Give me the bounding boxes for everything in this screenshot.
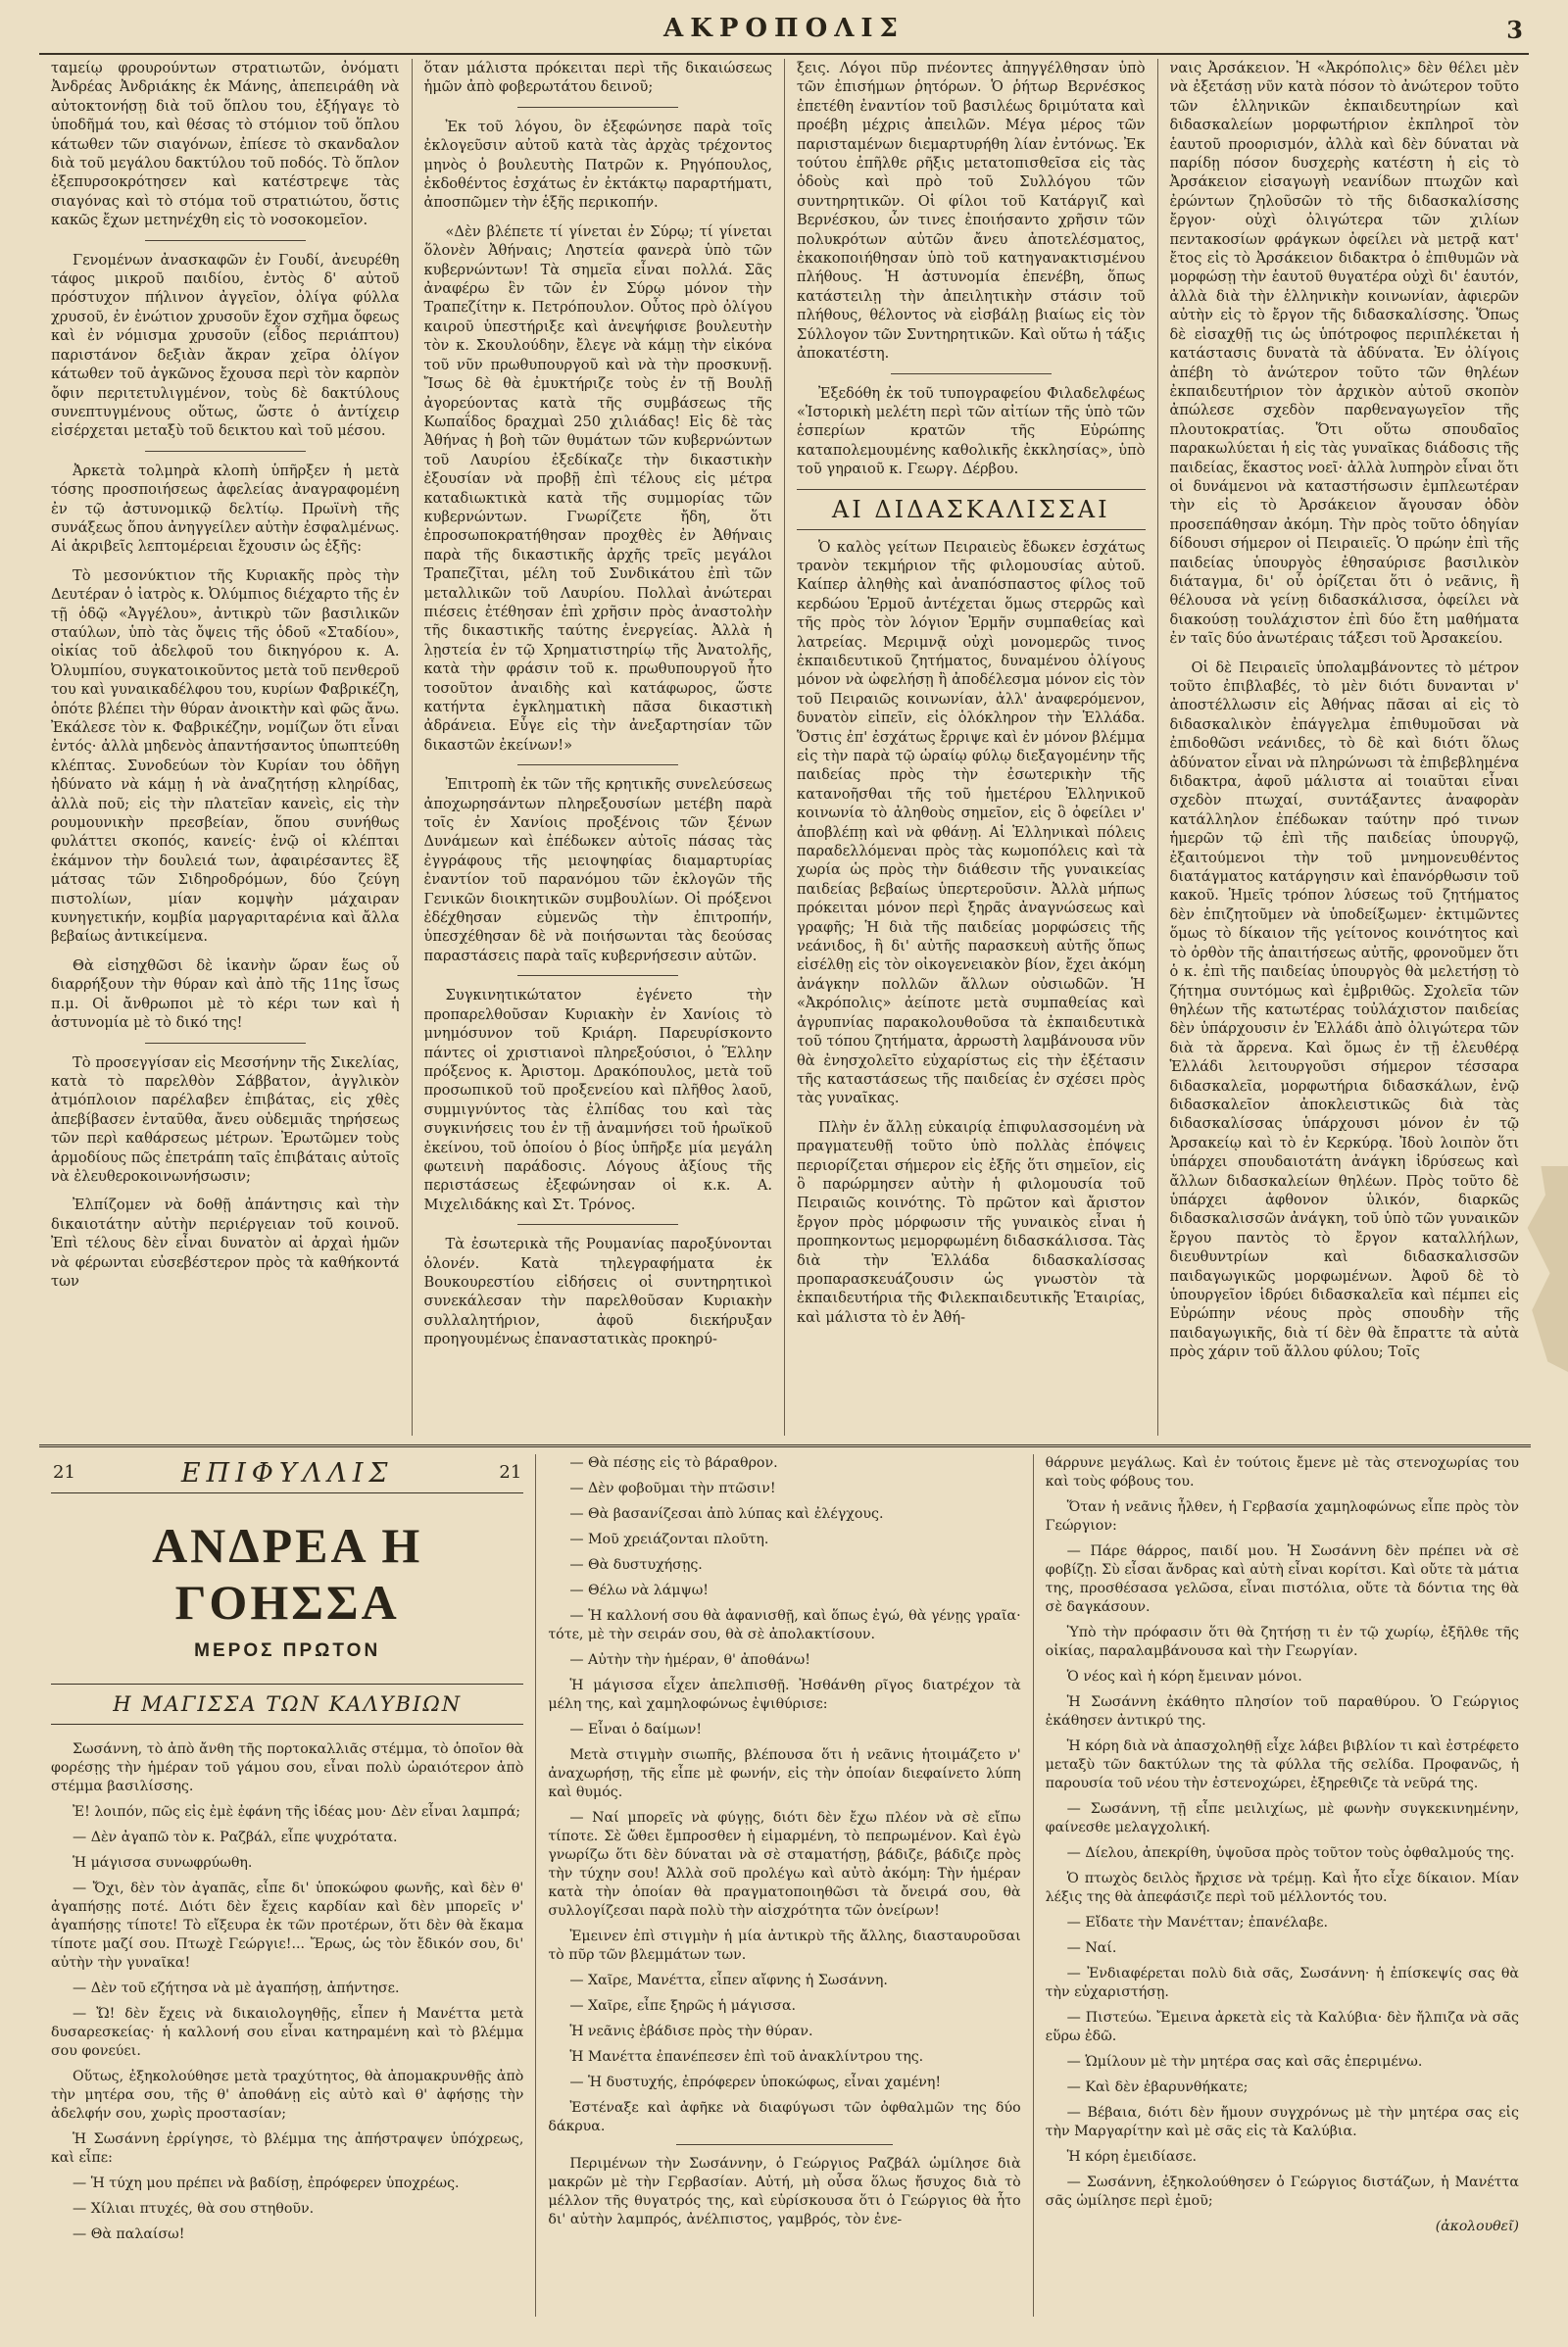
serial-paragraph: — Χίλιαι πτυχές, θὰ σου στηθοῦν. bbox=[73, 2201, 315, 2217]
serial-paragraph: Ἡ νεᾶνις ἐβάδισε πρὸς τὴν θύραν. bbox=[569, 2024, 813, 2039]
serial-paragraph: Ὑπὸ τὴν πρόφασιν ὅτι θὰ ζητήσῃ τι ἐν τῷ χωρίῳ, ἐξῆλθε τῆς οἰκίας, παραλαμβάνουσα καὶ τὴν Γεωργίαν. bbox=[1045, 1625, 1519, 1659]
chapter-title: Η ΜΑΓΙΣΣΑ ΤΩΝ ΚΑΛΥΒΙΩΝ bbox=[51, 1684, 523, 1725]
news-paragraph: Ἐξεδόθη ἐκ τοῦ τυπογραφείου Φιλαδελφέως «Ἱστορικὴ μελέτη περὶ τῶν αἰτίων τῆς ὑπὸ τῶν ἑσπερίων κρατῶν τῆς Εὐρώπης καταπολεμουμένης καθολικῆς ἐκκλησίας», ὑπὸ τοῦ γηραιοῦ κ. Γεωργ. Δέρβου. bbox=[797, 384, 1146, 478]
novel-title: ΑΝΔΡΕΑ Η ΓΟΗΣΣΑ bbox=[152, 1518, 423, 1630]
serial-column-3 bbox=[1034, 1454, 1531, 2317]
running-head bbox=[39, 10, 1529, 55]
item-separator bbox=[891, 373, 1052, 374]
serial-paragraph: — Ὄχι, δὲν τὸν ἀγαπᾶς, εἶπε δι' ὑποκώφου φωνῆς, καὶ δὲν θ' ἀγαπήσῃς ποτέ. Διότι δὲν ἔχεις καρδίαν καὶ δὲν μπορεῖς ν' ἀγαπήσῃς τίποτε! Τὸ εἴξευρα ἐκ τῶν προτέρων, ὅτι δὲν θὰ ἔκαμα τίποτε μαζί σου. Πτωχὲ Γεώργιε!... Ἔρως, ὡς τὸν ἔδικόν σου, δι' αὐτὴν τὴν γυναῖκα! bbox=[51, 1881, 524, 1971]
serial-paragraph: — Θὰ βασανίζεσαι ἀπὸ λύπας καὶ ἐλέγχους. bbox=[569, 1506, 884, 1522]
serial-paragraph: Σωσάννη, τὸ ἀπὸ ἄνθη τῆς πορτοκαλλιᾶς στέμμα, τὸ ὁποῖον θὰ φορέσῃς τὴν ἡμέραν τοῦ γάμου σου, εἶναι πολὺ ὡραιότερον ἀπὸ στέμμα βασιλίσσης. bbox=[51, 1741, 524, 1794]
news-column-4 bbox=[1158, 59, 1532, 1436]
serial-paragraph: — Αὐτὴν τὴν ἡμέραν, θ' ἀποθάνω! bbox=[569, 1652, 810, 1668]
to-be-continued: (ἀκολουθεῖ) bbox=[1435, 2219, 1519, 2234]
item-separator bbox=[145, 1043, 306, 1044]
serial-paragraph: — Εἴδατε τὴν Μανέτταν; ἐπανέλαβε. bbox=[1066, 1915, 1328, 1931]
news-paragraph: Τὰ ἐσωτερικὰ τῆς Ρουμανίας παροξύνονται ὁλονέν. Κατὰ τηλεγραφήματα ἐκ Βουκουρεστίου εἰδήσεις οἱ συντηρητικοὶ συνεκάλεσαν τὴν παρελθοῦσαν Κυριακὴν συλλαλητήριον, ἀφοῦ διεκήρυξαν προηγουμένως ἐπαναστατικὰς προκηρύ- bbox=[423, 1236, 772, 1348]
serial-paragraph: Ἡ Σωσάννη ἐκάθητο πλησίον τοῦ παραθύρου. Ὁ Γεώργιος ἐκάθησεν ἀντικρύ της. bbox=[1045, 1694, 1519, 1729]
serial-paragraph: Ἡ Μανέττα ἐπανέπεσεν ἐπὶ τοῦ ἀνακλίντρου της. bbox=[569, 2049, 924, 2065]
serial-paragraph: Ὁ πτωχὸς δειλὸς ἤρχισε νὰ τρέμῃ. Καὶ ἦτο εἶχε δίκαιον. Μίαν λέξις της θὰ ἀπεφάσιζε περὶ τοῦ μέλλοντός του. bbox=[1045, 1871, 1519, 1905]
serial-paragraph: — Θὰ παλαίσω! bbox=[73, 2226, 185, 2242]
serial-label: ΕΠΙΦΥΛΛΙΣ bbox=[51, 1458, 523, 1493]
news-paragraph: Τὸ μεσονύκτιον τῆς Κυριακῆς πρὸς τὴν Δευτέραν ὁ ἰατρὸς κ. Ὀλύμπιος διέχαρτο τῆς ἐν τῇ ὁδῷ «Ἀγγέλου», ἀντικρὺ τῶν βασιλικῶν σταύλων, ὑπὸ τὰς ὄψεις τῆς ὁδοῦ «Σταδίου», οἰκίας τοῦ ἀδελφοῦ του δικηγόρου κ. Α. Ὀλυμπίου, συγκατοικοῦντος μετὰ τοῦ πενθεροῦ του καὶ γυναικαδέλφου του, κυρίων Φαβρικέζη, ὁπότε βλέπει τὴν θύραν ἀνοικτὴν καὶ φῶς ἄνω. Ἐκάλεσε τὸν κ. Φαβρικέζην, νομίζων ὅτι εἶναι ἐντός· ἀλλὰ μηδενὸς ἀπαντήσαντος ὑπωπτεύθη κλέπτας. Συνοδεύων τὸν Κυρίαν του ὁδῆγη ἠδύνατο νὰ κάμῃ ἡ νὰ ἀναζητήσῃ κληρίδας, ἀλλὰ ποῦ; εἰς τὴν πλατεῖαν κανεὶς, εἰς τὴν ρουμουνικὴν πρεσβείαν, ὅπου συνήθως φυλάττει σκοπός, κανείς· ἐνῷ οἱ κλέπται ἐκάμνον τὴν δουλειά των, ἀφαιρέσαντες ἓξ μάτσας τῶν Σιδηροδρόμων, δύο ζεύγη πιστολίων, μίαν κομψὴν μάχαιραν κυνηγετικήν, κομβία μαργαριταρένια καὶ ἄλλα βεβαίως ἀντικείμενα. bbox=[51, 566, 400, 946]
item-separator bbox=[145, 451, 306, 452]
serial-paragraph: — Ναί. bbox=[1066, 1940, 1117, 1956]
news-paragraph: Ἀρκετὰ τολμηρὰ κλοπὴ ὑπῆρξεν ἡ μετὰ τόσης προσποιήσεως ἀφελείας ἀναγραφομένη ἐν τῷ ἀστυνομικῷ δελτίῳ. Πρωϊνὴ τῆς συνάξεως ὅπου ἀνηγγείλεν αὐτὴν ἐσφαλμένως. Αἱ ἀκριβεῖς λεπτομέρειαι ἔχουσιν ὡς ἑξῆς: bbox=[51, 462, 400, 556]
serial-divider bbox=[39, 1444, 1531, 1447]
paper-name: ΑΚΡΟΠΟΛΙΣ bbox=[663, 14, 905, 43]
serial-column-1 bbox=[39, 1454, 536, 2317]
news-paragraph: Ἐπιτροπὴ ἐκ τῶν τῆς κρητικῆς συνελεύσεως ἀποχωρησάντων πληρεξουσίων μετέβη παρὰ τοῖς ἐν Χανίοις προξένοις τῶν ξένων Δυνάμεων καὶ ἐπέδωκεν αὐτοῖς πάσας τὰς ἐγγράφους τῆς μειοψηφίας διαμαρτυρίας ἐναντίον τοῦ παρανόμου τῶν ἐκλογῶν τῆς Γενικῶν διοικητικῶν συμβουλίων. Οἱ πρόξενοι ἐδέχθησαν εὐμενῶς τὴν ἐπιτροπήν, ὑπεσχέθησαν δὲ νὰ ποιήσωνται τὰς δεούσας παραστάσεις παρὰ ταῖς κυβερνήσεσιν αὐτῶν. bbox=[423, 776, 772, 964]
item-separator bbox=[676, 2144, 894, 2145]
article-paragraph: Οἱ δὲ Πειραιεῖς ὑπολαμβάνοντες τὸ μέτρον τοῦτο ἐπιβλαβές, τὸ μὲν διότι δυνανται ν' ἀποστέλλωσιν εἰς Ἀθήνας πᾶσαι αἱ εἰς τὸ διδασκαλικὸν ἐπάγγελμα ἐπιθυμοῦσαι νὰ ἐπιδοθῶσι νεάνιδες, τὸ δὲ καὶ διότι ὅλως ἀδύνατον εἶναι νὰ πληρώνωσι τὰ ἐπιβεβλημένα διδακτρα, ἀφοῦ μάλιστα αἱ τοιαῦται εἶναι σχεδὸν πτωχαί, συντάξαντες ἀναφορὰν κατάλληλον ἐπέδωκαν ταύτην πρό τινων ἡμερῶν τῷ ἐπὶ τῆς παιδείας ὑπουργῷ, ἐξαιτούμενοι τὴν τοῦ μνημονευθέντος διατάγματος κατάργησιν καὶ ἐπανόρθωσιν τοῦ κακοῦ. Ἡμεῖς τρόπον λύσεως τοῦ ζητήματος δὲν ἐπιζητοῦμεν νὰ ὑποδείξωμεν· ἐκτιμῶντες ὅμως τὸ δίκαιον τῆς γείτονος κοινότητος καὶ τὸ ὀρθὸν τῆς ἀπαιτήσεως αὐτῆς, φρονοῦμεν ὅτι ὁ κ. ἐπὶ τῆς παιδείας ὑπουργὸς θὰ μελετήσῃ τὸ ζήτημα συντόμως καὶ ἐμβριθῶς. Σχολεῖα τῶν θηλέων τῆς κατωτέρας τοὐλάχιστον παιδείας δὲν ὑπάρχουσιν ἐν Ἑλλάδι ἀπὸ ὀλιγώτερα τῶν διὰ τὰ ἄρρενα. Καὶ ὅμως ἐν τῇ ἐλευθέρᾳ Ἑλλάδι λειτουργοῦσι σήμερον τέσσαρα διδασκαλεῖα, μορφωτήρια διδασκάλων, ἐνῷ διδασκαλεῖον ἀποκλειστικῶς διὰ τὰς διδασκαλίσσας ὑπάρχουσι μόνον ἐν τῷ Ἀρσακείῳ καὶ τὸ ἐν Κερκύρᾳ. Ἰδοὺ λοιπὸν ὅτι ὑπάρχει σπουδαιοτάτη ἀνάγκη ἱδρύσεως καὶ ἄλλων διδασκαλείων θηλέων. Πρὸς τοῦτο δὲ ὑπάρχει ἀφθονον ὑλικόν, διαρκῶς διδασκαλισσῶν ἀνάγκη, τοῦ ὑπὸ τῶν γυναικῶν ἔργου παντὸς τὸ ἔργον καταλλήλων, διευθυντρίων καὶ διδασκαλισσῶν παιδαγωγικῶς μορφωμένων. Ἀφοῦ δὲ τὸ ὑπουργεῖον ἱδρύει διδασκαλεῖα καὶ πέμπει εἰς Εὐρώπην νέους πρὸς σπουδὴν τῆς παιδαγωγικῆς, διὰ τί δὲν θὰ ἔπραττε τὰ αὐτὰ πρὸς χάριν τοῦ ἄλλου φύλου; Τοῖς bbox=[1169, 659, 1519, 1361]
item-separator bbox=[517, 1224, 678, 1225]
item-separator bbox=[517, 764, 678, 765]
news-column-1 bbox=[39, 59, 413, 1436]
serial-paragraph: Ἡ Σωσάννη ἐρρίγησε, τὸ βλέμμα της ἀπήστραψεν ὑπόχρεως, καὶ εἶπε: bbox=[51, 2131, 524, 2166]
serial-paragraph: — Θὰ πέσῃς εἰς τὸ βάραθρον. bbox=[569, 1455, 778, 1471]
serial-paragraph: — Ὡμίλουν μὲ τὴν μητέρα σας καὶ σᾶς ἐπεριμένω. bbox=[1066, 2054, 1423, 2070]
serial-paragraph: Περιμένων τὴν Σωσάννην, ὁ Γεώργιος Ραζβάλ ὡμίλησε διὰ μακρῶν μὲ τὴν Γερβασίαν. Αὐτή, μὴ οὖσα ὅλως ἤσυχος διὰ τὸ μέλλον τῆς θυγατρός της, καὶ εὑρίσκουσα ὅτι ὁ Γεώργιος θὰ ἦτο δι' αὐτὴν λαμπρός, ἀνέλπιστος, γαμβρός, τὸν ἐνε- bbox=[548, 2156, 1021, 2227]
serial-paragraph: Ὁ νέος καὶ ἡ κόρη ἔμειναν μόνοι. bbox=[1066, 1669, 1302, 1685]
serial-paragraph: Ἡ κόρη ἐμειδίασε. bbox=[1066, 2149, 1197, 2165]
serial-paragraph: — Θὰ δυστυχήσῃς. bbox=[569, 1557, 703, 1573]
article-paragraph: Ὁ καλὸς γείτων Πειραιεὺς ἔδωκεν ἐσχάτως τρανὸν τεκμήριον τῆς φιλομουσίας αὐτοῦ. Καίπερ ἀληθὴς καὶ ἀναπόσπαστος φίλος τοῦ κερδώου Ἑρμοῦ ἀντέχεται ὅμως στερρῶς καὶ τῆς πρὸς τὸν λόγιον Ἑρμῆν συμπαθείας καὶ λατρείας. Μεριμνᾷ οὐχὶ μονομερῶς τινος ἐκπαιδευτικοῦ ζητήματος, δυναμένου ὀλίγους μόνον νὰ ὠφελήσῃ ἢ ἀποδέλεσμα μόνον εἰς τὸν τοῦ Πειραιῶς κοινωνίαν, ἀλλ' ἀναφερόμενον, δυνατὸν εἰπεῖν, εἰς ὁλόκληρον τὴν Ἑλλάδα. Ὅστις ἐπ' ἐσχάτως ἔρριψε καὶ ἐν μόνον βλέμμα εἰς τὴν παρὰ τῷ ὡραίῳ φύλῳ διεξαγομένην τῆς παιδείας πρὸς τὴν ἐσωτερικὴν τῆς κατανοῆσθαι τῆς τοῦ ἡμετέρου Ἑλληνικοῦ κοινωνία τὸ ἀληθοὺς σημεῖον, εἰς ὃ ὀφείλει ν' ἀποβλέπῃ καὶ νὰ φθάνῃ. Αἱ Ἑλληνικαὶ πόλεις παραδελλόμεναι πρὸς τὰς κωμοπόλεις καὶ τὰ χωρία ὡς πρὸς τὴν διάθεσιν τῆς γυναικείας παιδείας βεβαίως ὑπερτεροῦσιν. Ἀλλὰ μήπως πρόκειται μόνον περὶ ξηρᾶς ἀναγνώσεως καὶ γραφῆς; Ἡ διὰ τῆς παιδείας μορφώσεις τῆς νεάνιδος, ἢ δι' αὐτῆς παρασκευὴ αὐτῆς ὅπως εἰσέλθῃ εἰς τὸν οἰκογενειακὸν βίον, ἔχει ἀκόμη ἀνάγκην πολλῶν ἄλλων οὐσιωδῶν. Ἡ «Ἀκρόπολις» ἀείποτε μετὰ συμπαθείας καὶ ἀγρυπνίας παρακολουθοῦσα τὰ ἐκπαιδευτικὰ τοῦ τόπου ζητήματα, ἀρρωστὴ λαμβάνουσα νῦν θὰ ἐνησχολεῖτο εὐχαρίστως εἰς τὴν ἐξέτασιν τῆς καταστάσεως τῆς παιδείας ἐν σχέσει πρὸς τὰς γυναῖκας. bbox=[797, 538, 1146, 1107]
news-column-2 bbox=[413, 59, 786, 1436]
item-separator bbox=[145, 240, 306, 241]
serial-paragraph: Ἐ! λοιπόν, πῶς εἰς ἐμὲ ἐφάνη τῆς ἰδέας μου· Δὲν εἶναι λαμπρά; bbox=[73, 1804, 521, 1820]
serial-paragraph: Οὕτως, ἐξηκολούθησε μετὰ τραχύτητος, θὰ ἀπομακρυνθῇς ἀπὸ τὴν μητέρα σου, τῆς θ' ἀποθάνῃ εἰς αὐτὸ καὶ θ' ἀφήσῃς τὴν ἀδελφήν σου, χωρὶς προστασίαν; bbox=[51, 2069, 524, 2122]
section-title: ΑΙ ΔΙΔΑΣΚΑΛΙΣΣΑΙ bbox=[797, 489, 1146, 530]
serial-paragraph: — Ἐνδιαφέρεται πολὺ διὰ σᾶς, Σωσάννη· ἡ ἐπίσκεψίς σας θὰ τὴν εὐχαριστήσῃ. bbox=[1045, 1966, 1519, 2000]
serial-paragraph: — Μοῦ χρειάζονται πλοῦτη. bbox=[569, 1532, 769, 1547]
serial-paragraph: — Ὤ! δὲν ἔχεις νὰ δικαιολογηθῇς, εἶπεν ἡ Μανέττα μετὰ δυσαρεσκείας· ἡ καλλονή σου εἶναι κατηραμένη καὶ τὸ βλέμμα σου φονεύει. bbox=[51, 2006, 524, 2059]
serial-paragraph: Μετὰ στιγμὴν σιωπῆς, βλέπουσα ὅτι ἡ νεᾶνις ἡτοιμάζετο ν' ἀναχωρήσῃ, τῆς εἶπε μὲ φωνήν, εἰς τὴν ὁποίαν διεφαίνετο λύπη καὶ θυμός. bbox=[548, 1747, 1021, 1800]
serial-paragraph: Ἡ μάγισσα συνωφρύωθη. bbox=[73, 1855, 253, 1871]
serial-paragraph: Ὅταν ἡ νεᾶνις ἦλθεν, ἡ Γερβασία χαμηλοφώνως εἶπε πρὸς τὸν Γεώργιον: bbox=[1045, 1499, 1519, 1534]
news-paragraph: Ἐκ τοῦ λόγου, ὃν ἐξεφώνησε παρὰ τοῖς ἐκλογεῦσιν αὐτοῦ κατὰ τὰς ἀρχὰς τρέχοντος μηνὸς ὁ βουλευτὴς Πατρῶν κ. Ρηγόπουλος, ἐκδοθέντος ἐσχάτως ἐν ἐκτάκτῳ παραρτήματι, ἀποσπῶμεν τὴν ἑξῆς περικοπήν. bbox=[423, 118, 772, 212]
news-paragraph: ξεις. Λόγοι πῦρ πνέοντες ἀπηγγέλθησαν ὑπὸ τῶν ἐπισήμων ῥητόρων. Ὁ ῥήτωρ Βερνέσκος ἐπετέθη ἐναντίον τοῦ βασιλέως δριμύτατα καὶ προέβη μέχρις ἀπειλῶν. Μέγα μέρος τῶν παρισταμένων διεμαρτυρήθη λίαν ἐντόνως. Ἐκ τούτου ἐπῆλθε ρῆξις μετατοπισθεῖσα εἰς τὰς ὁδοὺς καὶ πρὸ τοῦ Συλλόγου τῶν συντηρητικῶν. Οἱ φίλοι τοῦ Κατάργιζ καὶ Βερνέσκου, ὧν τινες ἐποιήσαντο χρῆσιν τῶν πολυκρότων αὐτῶν ἄνευ ἀποτελέσματος, ἐκακοποιήθησαν ὑπὸ τοῦ κατηγανακτισμένου πλήθους. Ἡ ἀστυνομία ἐπενέβη, ὅπως κατάστειλῃ τὴν ἀπειλητικὴν στάσιν τοῦ πλήθους, θέλοντος νὰ εἰσβάλῃ βιαίως εἰς τὸν Σύλλογον τῶν Συντηρητικῶν. Καὶ οὕτω ἡ τάξις ἀποκατέστη. bbox=[797, 60, 1146, 363]
serial-paragraph: — Βέβαια, διότι δὲν ἤμουν συγχρόνως μὲ τὴν μητέρα σας εἰς τὴν Μαργαρίτην καὶ μὲ σᾶς εἰς τὰ Καλύβια. bbox=[1045, 2105, 1519, 2139]
serial-paragraph: Ἐμεινεν ἐπὶ στιγμὴν ἡ μία ἀντικρὺ τῆς ἄλλης, διασταυροῦσαι τὸ πῦρ τῶν βλεμμάτων των. bbox=[548, 1929, 1021, 1963]
serial-paragraph: θάρρυνε μεγάλως. Καὶ ἐν τούτοις ἔμενε μὲ τὰς στενοχωρίας του καὶ τοὺς φόβους του. bbox=[1045, 1455, 1519, 1490]
serial-section bbox=[39, 1454, 1531, 2317]
news-paragraph: Ἐλπίζομεν νὰ δοθῇ ἀπάντησις καὶ τὴν δικαιοτάτην αὐτὴν περιέργειαν τοῦ κοινοῦ. Ἐπὶ τέλους δὲν εἶναι δυνατὸν αἱ ἀρχαὶ ἡμῶν νὰ φέρωνται εὐσεβέστερον πρὸς τὰ καθήκοντά των bbox=[51, 1197, 400, 1290]
serial-paragraph: — Χαῖρε, Μανέττα, εἶπεν αἴφνης ἡ Σωσάννη. bbox=[569, 1973, 888, 1988]
article-paragraph: Πλὴν ἐν ἄλλῃ εὐκαιρίᾳ ἐπιφυλασσομένη νὰ πραγματευθῇ τοῦτο ὑπὸ πολλὰς ἐπόψεις περιορίζεται σήμερον εἰς ἐξῆς ὅτι σημεῖον, εἰς ὃ παρώρμησεν αὐτὴν ἡ φιλομουσία τοῦ Πειραιῶς κοινότης. Τὸ πρῶτον καὶ ἄριστον ἔργον πρὸς μόρφωσιν τῆς γυναικὸς εἶναι ἡ προπηκοντως μεμορφωμένη διδασκάλισσα. Τὰς διὰ τὴν Ἑλλάδα διδασκαλίσσας προπαρασκευάζουσιν ὡς γνωστὸν τὰ ἐκπαιδευτήρια τῆς Φιλεκπαιδευτικῆς Ἑταιρίας, καὶ μάλιστα τὸ ἐν Ἀθή- bbox=[797, 1118, 1146, 1326]
serial-paragraph: — Σωσάννη, ἐξηκολούθησεν ὁ Γεώργιος διστάζων, ἡ Μανέττα σᾶς ὡμίλησε περὶ ἐμοῦ; bbox=[1045, 2175, 1519, 2209]
news-paragraph: ταμείῳ φρουρούντων στρατιωτῶν, ὀνόματι Ἀνδρέας Ἀνδριάκης ἐκ Μάνης, ἀπεπειράθη νὰ αὐτοκτονήσῃ διὰ τοῦ ὅπλου του, ἐξήγαγε τὸ ὑποδῆμά του, καὶ θέσας τὸ στόμιον τοῦ ὅπλου κάτωθεν τῶν σιαγόνων, ἐπίεσε τὸ σκανδαλον διὰ τοῦ μεγάλου δακτύλου τοῦ ποδός. Τὸ ὅπλον ἐξεπυρσοκρότησεν καὶ κατέστρεψε τὰς σιαγόνας καὶ τὸ στόμα τοῦ στρατιώτου, ὅστις κακῶς ἔχων μετηνέχθη εἰς τὸ νοσοκομεῖον. bbox=[51, 60, 400, 229]
serial-paragraph: Ἡ μάγισσα εἶχεν ἀπελπισθῇ. Ἠσθάνθη ρῖγος διατρέχον τὰ μέλη της, καὶ χαμηλοφώνως ἐψιθύρισε: bbox=[548, 1678, 1021, 1712]
serial-paragraph: — Δὲν ἀγαπῶ τὸν κ. Ραζβάλ, εἶπε ψυχρότατα. bbox=[73, 1830, 398, 1845]
news-paragraph: Συγκινητικώτατον ἐγένετο τὴν προπαρελθοῦσαν Κυριακὴν ἐν Χανίοις τὸ μνημόσυνον τοῦ Κριάρη. Παρευρίσκοντο πάντες οἱ χριστιανοὶ πληρεξούσιοι, ὁ Ἕλλην πρόξενος κ. Ἀριστομ. Δρακόπουλος, μετὰ τοῦ προσωπικοῦ τοῦ προξενείου καὶ πλῆθος λαοῦ, συμμιγνύντος τὰς ἐλπίδας του καὶ τὰς συγκινήσεις του ἐν τῇ ἀναμνήσει τοῦ ἡρωϊκοῦ ἐκείνου, τοῦ ὁποίου ὁ βίος ὑπῆρξε μία μεγάλη φωτεινὴ παράδοσις. Λόγους ἀξίους τῆς περιστάσεως ἐξεφώνησαν οἱ κ.κ. Α. Μιχελιδάκης καὶ Στ. Τρόνος. bbox=[423, 987, 772, 1213]
serial-paragraph: — Πάρε θάρρος, παιδί μου. Ἡ Σωσάννη δὲν πρέπει νὰ σὲ φοβίζῃ. Σὺ εἶσαι ἄνδρας καὶ αὐτὴ εἶναι κορίτσι. Καὶ οὔτε τὰ μάτια της, προσθέσασα γελῶσα, εἶναι πιστόλια, οὔτε τὰ δόντια της θὰ σὲ δαγκάσουν. bbox=[1045, 1543, 1519, 1615]
serial-paragraph: — Δίελου, ἀπεκρίθη, ὑψοῦσα πρὸς τοῦτον τοὺς ὀφθαλμούς της. bbox=[1066, 1845, 1515, 1861]
serial-paragraph: Ἐστέναξε καὶ ἀφῆκε νὰ διαφύγωσι τῶν ὀφθαλμῶν της δύο δάκρυα. bbox=[548, 2100, 1021, 2134]
serial-paragraph: — Εἶναι ὁ δαίμων! bbox=[569, 1722, 703, 1737]
serial-head bbox=[51, 1458, 523, 1497]
news-paragraph: Τὸ προσεγγίσαν εἰς Μεσσήνην τῆς Σικελίας, κατὰ τὸ παρελθὸν Σάββατον, ἀγγλικὸν ἀτμόπλοιον παρέλαβεν ἐπιβάτας, εἰς χθὲς ἀπεβίβασεν ἐνταῦθα, ἄνευ οὐδεμιᾶς τηρήσεως τῶν περὶ καθάρσεως μέτρων. Ἐρωτῶμεν τοὺς ἁρμοδίους πῶς ἐπετράπη ταῖς ἐπιβάταις αὐτοῖς νὰ ἐλευθεροκοινωνήσωσιν; bbox=[51, 1053, 400, 1185]
news-column-3 bbox=[785, 59, 1158, 1436]
serial-paragraph: — Ἡ τύχη μου πρέπει νὰ βαδίσῃ, ἐπρόφερεν ὑποχρέως. bbox=[73, 2176, 460, 2191]
page-number: 3 bbox=[1506, 16, 1523, 44]
serial-paragraph: — Δὲν τοῦ εζήτησα νὰ μὲ ἀγαπήσῃ, ἀπήντησε. bbox=[73, 1980, 400, 1996]
article-paragraph: ναις Ἀρσάκειον. Ἡ «Ἀκρόπολις» δὲν θέλει μὲν νὰ ἐξετάσῃ νῦν κατὰ πόσον τὸ ἀνώτερον τοῦτο τῶν ἑλληνικῶν ἐκπαιδευτηρίων καὶ διδασκαλείων μορφωτήριον ἐκπληροῖ τὸν ἑαυτοῦ προορισμόν, ἀλλὰ καὶ δὲν δύναται νὰ παρίδῃ πόσον δυσχερὴς κατέστη ἡ εἰς τὸ Ἀρσάκειον εἰσαγωγὴ νεανίδων πτωχῶν καὶ ἐρώντων ζηλοῦσῶν τὸ τῆς διδασκαλίσσης ἔργον· οὐχὶ ὀλιγώτερα τῶν χιλίων πεντακοσίων φράγκων ὀφείλει νὰ μετρᾷ κατ' ἔτος εἰς τὸ Ἀρσάκειον διδακτρα ὁ ἐπιθυμῶν νὰ μορφώσῃ τὴν ἑαυτοῦ θυγατέρα οὐχὶ δι' ἑαυτόν, ἀλλὰ διὰ τὴν ἑλληνικὴν κοινωνίαν, ἀφιερῶν αὐτὴν εἰς τὸ ἔργον τῆς διδασκαλίσσης. Ὅπως δὲ εἰσαχθῇ τις ὡς ὑπότροφος περιπλέκεται ἡ κατάστασις δυνατὰ τὰ ἀδύνατα. Ἐν ὀλίγοις ἀπέβη τὸ ἀνώτερον τοῦτο τῶν θηλέων ἐκπαιδευτήριον τὸν ἀρχικὸν αὐτοῦ σκοπὸν ἀπώλεσε σχεδὸν παρθεναγωγεῖον τῆς πλουτοκρατίας. Ὅτι οὕτω σπουδαῖος παρακωλύεται ἡ εἰς τὰς γυναῖκας διάδοσις τῆς παιδείας, ἕκαστος νοεῖ· ἀλλὰ λυπηρὸν εἶναι ὅτι οἱ δυνάμενοι νὰ καταστήσωσιν ἐμπλεωτέραν τὴν εἰς τὸ Ἀρσάκειον ἄγουσαν ὁδὸν προσεπάθησαν ἀκόμη. Τὴν πρὸς τοῦτο ὁδηγίαν δίδουσι σήμερον οἱ Πειραιεῖς. Ὁ πρώην ἐπὶ τῆς παιδείας ὑπουργὸς ἐθησαύρισε βασιλικὸν διάταγμα, δι' οὗ ὁρίζεται ὅτι ὁ νεᾶνις, ἣ θέλουσα νὰ γείνῃ διδασκάλισσα, ὀφείλει νὰ διακούσῃ τουλάχιστον ἐπὶ δύο ἔτη μαθήματα ἐν ταῖς δύο ἀνωτέραις τάξεσι τοῦ Ἀρσακείου. bbox=[1169, 60, 1519, 648]
serial-paragraph: — Πιστεύω. Ἔμεινα ἀρκετὰ εἰς τὰ Καλύβια· δὲν ἤλπιζα νὰ σᾶς εὕρω ἐδῶ. bbox=[1045, 2010, 1519, 2044]
serial-paragraph: — Σωσάννη, τῇ εἶπε μειλιχίως, μὲ φωνὴν συγκεκινημένην, φαίνεσθε μελαγχολική. bbox=[1045, 1801, 1519, 1835]
news-paragraph: «Δὲν βλέπετε τί γίνεται ἐν Σύρῳ; τί γίνεται ὅλονὲν Ἀθήναις; Ληστεία φανερὰ ὑπὸ τῶν κυβερνώντων! Τὰ σημεῖα εἶναι πολλά. Σᾶς ἀναφέρω ἓν τῶν ἐν Σύρῳ μόνον τὴν Τραπεζίτην κ. Πετρόπουλον. Οὗτος πρὸ ὀλίγου καιροῦ ὑπεστήριξε καὶ ἀνεψήφισε βουλευτὴν τὸν κ. Σκουλούδην, ἔλεγε νὰ κάμῃ τὴν εἰκόνα τοῦ νῦν πρωθυπουργοῦ καὶ νὰ τὴν προσκυνῇ. Ἴσως δὲ θὰ ἐμυκτήριζε τοὺς ἐν τῇ Βουλῇ ἀγορεύοντας κατὰ τῆς συμβάσεως τῆς Κωπαΐδος δραχμαὶ 250 χιλιάδας! Εἰς δὲ τὰς Ἀθήνας ἡ βοὴ τῶν θυμάτων τῶν κυβερνώντων τοῦ Λαυρίου ἐξεδίκαζε τὴν δικαστικὴν ἐξουσίαν νὰ προβῇ ἐπὶ τέλους εἰς μέτρα καταδιωκτικὰ κατὰ τῆς συμμορίας τῶν κυβερνώντων. Γνωρίζετε ἤδη, ὅτι ἐπροσωποκρατήθησαν προχθὲς ἐν Ἀθήναις παρὰ τῆς δικαστικῆς ἀρχῆς τρεῖς μεγάλοι Τραπεζῖται, μέλη τοῦ Συνδικάτου ἐπὶ τῶν μεταλλικῶν τοῦ Λαυρίου. Πολλαὶ ἀνώτεραι πιέσεις ἐτέθησαν ἐπὶ χρῆσιν πρὸς ἀναστολὴν τῆς δικαστικῆς ταύτης ἐνεργείας. Ἀλλὰ ἡ λῃστεία ἐν τῷ Χρηματιστηρίῳ τῆς Ἀνατολῆς, κατὰ τὴν φράσιν τοῦ κ. πρωθυπουργοῦ ἦτο τοσοῦτον ἀναιδὴς καὶ κατάφωρος, ὥστε κατήντα ἐγκληματικὴ πᾶσα δικαστικὴ ἀδράνεια. Εὖγε εἰς τὴν ἀνεξαρτησίαν τῶν δικαστῶν ἐκείνων!» bbox=[423, 222, 772, 754]
news-paragraph: Θὰ εἰσηχθῶσι δὲ ἱκανὴν ὥραν ἕως οὗ διαρρήξουν τὴν θύραν καὶ ἀπὸ τῆς 11ης ἴσως π.μ. Οἱ ἄνθρωποι μὲ τὸ κέρι των καὶ ἡ ἀστυνομία μὲ τὸ δικό της! bbox=[51, 956, 400, 1032]
serial-paragraph: — Ἡ καλλονή σου θὰ ἀφανισθῇ, καὶ ὅπως ἐγώ, θὰ γένῃς γραῖα· τότε, μὲ τὴν σειράν σου, θὰ σὲ ἀπολακτίσουν. bbox=[548, 1608, 1021, 1642]
serial-paragraph: — Δὲν φοβοῦμαι τὴν πτῶσιν! bbox=[569, 1481, 776, 1496]
serial-paragraph: — Θέλω νὰ λάμψω! bbox=[569, 1583, 709, 1598]
serial-paragraph: — Καὶ δὲν ἐβαρυνθήκατε; bbox=[1066, 2079, 1249, 2095]
news-paragraph: Γενομένων ἀνασκαφῶν ἐν Γουδί, ἀνευρέθη τάφος μικροῦ παιδίου, ἐντὸς δ' αὐτοῦ πρόστυχον πήλινον ἀγγεῖον, ὀλίγα φύλλα χρυσοῦ, ἐν ἐνώτιον χρυσοῦν ἔχον σχῆμα ὄφεως καὶ ἐν νόμισμα χρυσοῦν (εἶδος περιάπτου) παριστάνον δεξιὰν ἄκραν χεῖρα ὀλίγον κάτωθεν τοῦ ἀγκῶνος ἔχουσα περὶ τὸν καρπὸν ὄφιν περιτετυλιγμένον, τοὺς δὲ δακτύλους συνεπτυγμένους οὕτως, ὥστε ὁ ἀντίχειρ εἰσέρχεται μεταξὺ τοῦ δεικτου καὶ τοῦ μέσου. bbox=[51, 251, 400, 440]
serial-paragraph: — Ἡ δυστυχής, ἐπρόφερεν ὑποκώφως, εἶναι χαμένη! bbox=[569, 2075, 942, 2090]
serial-paragraph: Ἡ κόρη διὰ νὰ ἀπασχοληθῇ εἶχε λάβει βιβλίον τι καὶ ἐστρέφετο μεταξὺ τῶν δακτύλων της τὰ φύλλα τῆς σελίδα. Προφανῶς, ἡ παρουσία τοῦ νέου τὴν ἐστενοχώρει, ἐξηρεθιζε τὰ νεῦρά της. bbox=[1045, 1738, 1519, 1791]
news-paragraph: ὅταν μάλιστα πρόκειται περὶ τῆς δικαιώσεως ἡμῶν ἀπὸ φοβερωτάτου δεινοῦ; bbox=[423, 60, 772, 96]
serial-number-right: 21 bbox=[499, 1462, 522, 1483]
novel-part: ΜΕΡΟΣ ΠΡΩΤΟΝ bbox=[194, 1640, 381, 1661]
serial-number-left: 21 bbox=[53, 1462, 75, 1483]
item-separator bbox=[517, 107, 678, 108]
item-separator bbox=[517, 975, 678, 976]
serial-paragraph: — Χαῖρε, εἶπε ξηρῶς ἡ μάγισσα. bbox=[569, 1998, 797, 2014]
serial-paragraph: — Ναί μπορεῖς νὰ φύγῃς, διότι δὲν ἔχω πλέον νὰ σὲ εἴπω τίποτε. Σὲ ὤθει ἔμπροσθεν ἡ εἱμαρμένη, τὸ πεπρωμένον. Καὶ ἐγὼ γνωρίζω ὅτι δὲν δύναται νὰ σὲ σταματήσῃ, βάδιζε, βάδιζε πρὸς τὴν τύχην σου! Ἀλλὰ σοῦ προλέγω καὶ αὐτὸ ἀκόμη: Τὴν ἡμέραν κατὰ τὴν ὁποίαν θὰ πραγματοποιηθῶσι τὰ ὄνειρά σου, θὰ συλλογίζεσαι παρὰ πολὺ τὴν αἰσχρότητα τῶν ὀνείρων! bbox=[548, 1810, 1021, 1919]
serial-column-2 bbox=[536, 1454, 1033, 2317]
news-columns bbox=[39, 59, 1531, 1436]
